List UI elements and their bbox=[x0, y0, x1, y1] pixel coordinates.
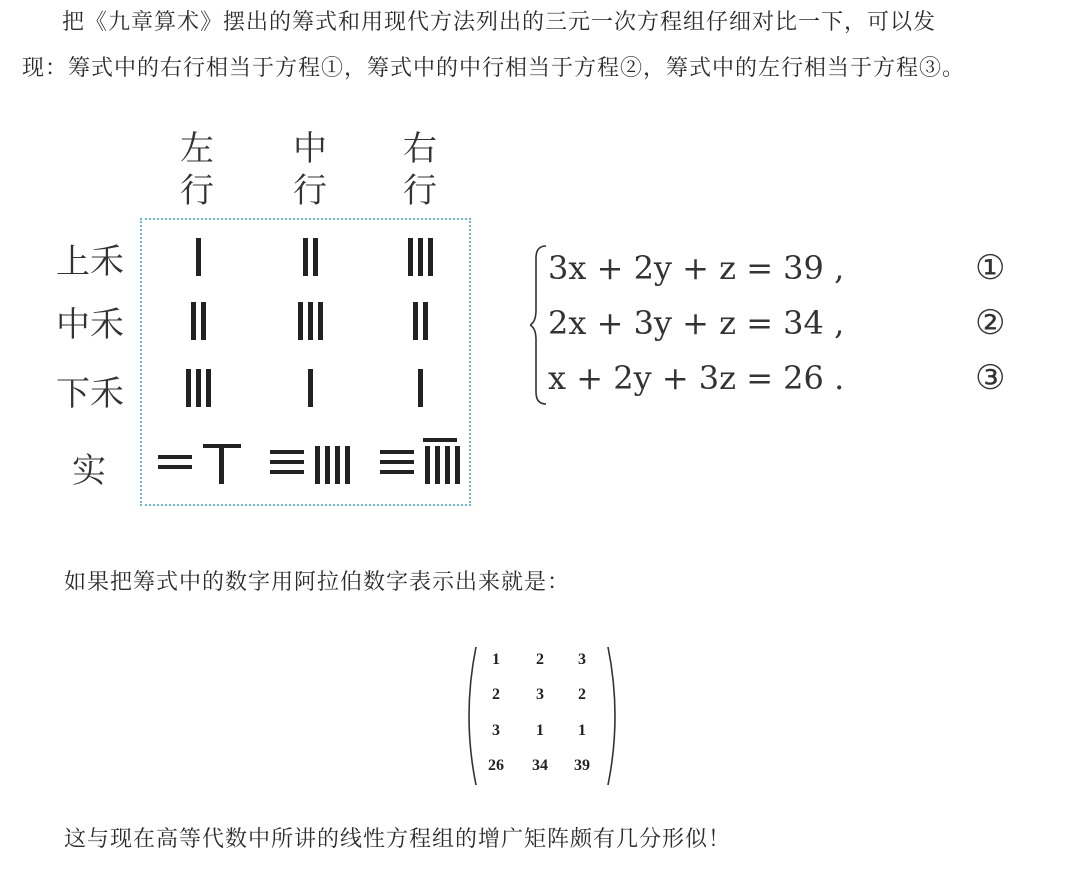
equation-3: x + 2y + 3z = 26 . bbox=[548, 359, 845, 397]
counting-rod bbox=[318, 302, 323, 340]
matrix-cell: 1 bbox=[578, 722, 586, 739]
equation-2: 2x + 3y + z = 34 , bbox=[548, 304, 845, 342]
equation-marker-1: ① bbox=[975, 248, 1006, 288]
matrix-cell: 34 bbox=[532, 757, 548, 774]
matrix-cell: 3 bbox=[492, 722, 500, 739]
counting-rod bbox=[206, 369, 211, 407]
left-brace bbox=[530, 240, 550, 410]
rod-cell bbox=[158, 367, 238, 407]
row-label-zhonghe: 中禾 bbox=[56, 305, 124, 345]
rod-cell bbox=[380, 300, 460, 340]
column-header-right: 右 行 bbox=[403, 129, 437, 211]
counting-rod bbox=[423, 302, 428, 340]
equation-marker-3: ③ bbox=[975, 358, 1006, 398]
counting-rod bbox=[428, 238, 433, 276]
matrix-cell: 1 bbox=[492, 651, 500, 668]
matrix-cell: 2 bbox=[492, 686, 500, 703]
equation-system bbox=[530, 240, 1030, 410]
rod-cell-shi-34 bbox=[270, 440, 350, 484]
matrix-cell: 39 bbox=[574, 757, 590, 774]
counting-rod bbox=[408, 238, 413, 276]
counting-rod bbox=[298, 302, 303, 340]
counting-rod bbox=[418, 238, 423, 276]
row-label-shanghe: 上禾 bbox=[56, 242, 124, 282]
rod-cell bbox=[158, 300, 238, 340]
rod-cell bbox=[270, 236, 350, 276]
counting-rod bbox=[196, 238, 201, 276]
counting-rod bbox=[308, 302, 313, 340]
rod-cell bbox=[380, 367, 460, 407]
row-label-xiahe: 下禾 bbox=[56, 374, 124, 414]
column-header-middle: 中 行 bbox=[293, 129, 327, 211]
counting-rod bbox=[196, 369, 201, 407]
intro-line-1: 把《九章算术》摆出的筹式和用现代方法列出的三元一次方程组仔细对比一下，可以发 bbox=[62, 10, 937, 35]
rod-cell-shi-26 bbox=[158, 440, 238, 484]
matrix-cell: 26 bbox=[488, 757, 504, 774]
conclusion-paragraph: 这与现在高等代数中所讲的线性方程组的增广矩阵颇有几分形似！ bbox=[64, 827, 732, 852]
matrix-intro-paragraph: 如果把筹式中的数字用阿拉伯数字表示出来就是： bbox=[64, 570, 571, 595]
counting-rod bbox=[303, 238, 308, 276]
counting-rod bbox=[201, 302, 206, 340]
row-label-shi: 实 bbox=[72, 451, 106, 491]
intro-paragraph bbox=[22, 0, 1062, 92]
equation-marker-2: ② bbox=[975, 303, 1006, 343]
counting-rod bbox=[308, 369, 313, 407]
rod-cell bbox=[270, 367, 350, 407]
equation-1: 3x + 2y + z = 39 , bbox=[548, 249, 845, 287]
matrix-cell: 1 bbox=[536, 722, 544, 739]
matrix-cell: 2 bbox=[578, 686, 586, 703]
rod-cell bbox=[270, 300, 350, 340]
matrix-cell: 2 bbox=[536, 651, 544, 668]
counting-rod bbox=[191, 302, 196, 340]
rod-cell bbox=[158, 236, 238, 276]
rod-cell-shi-39 bbox=[380, 440, 460, 484]
augmented-matrix bbox=[462, 645, 622, 787]
rod-cell bbox=[380, 236, 460, 276]
counting-rod bbox=[418, 369, 423, 407]
counting-rod bbox=[186, 369, 191, 407]
matrix-cell: 3 bbox=[536, 686, 544, 703]
column-header-left: 左 行 bbox=[180, 129, 214, 211]
counting-rod bbox=[413, 302, 418, 340]
matrix-cell: 3 bbox=[578, 651, 586, 668]
counting-rod bbox=[313, 238, 318, 276]
intro-line-2: 现：筹式中的右行相当于方程①，筹式中的中行相当于方程②，筹式中的左行相当于方程③。 bbox=[22, 56, 966, 81]
